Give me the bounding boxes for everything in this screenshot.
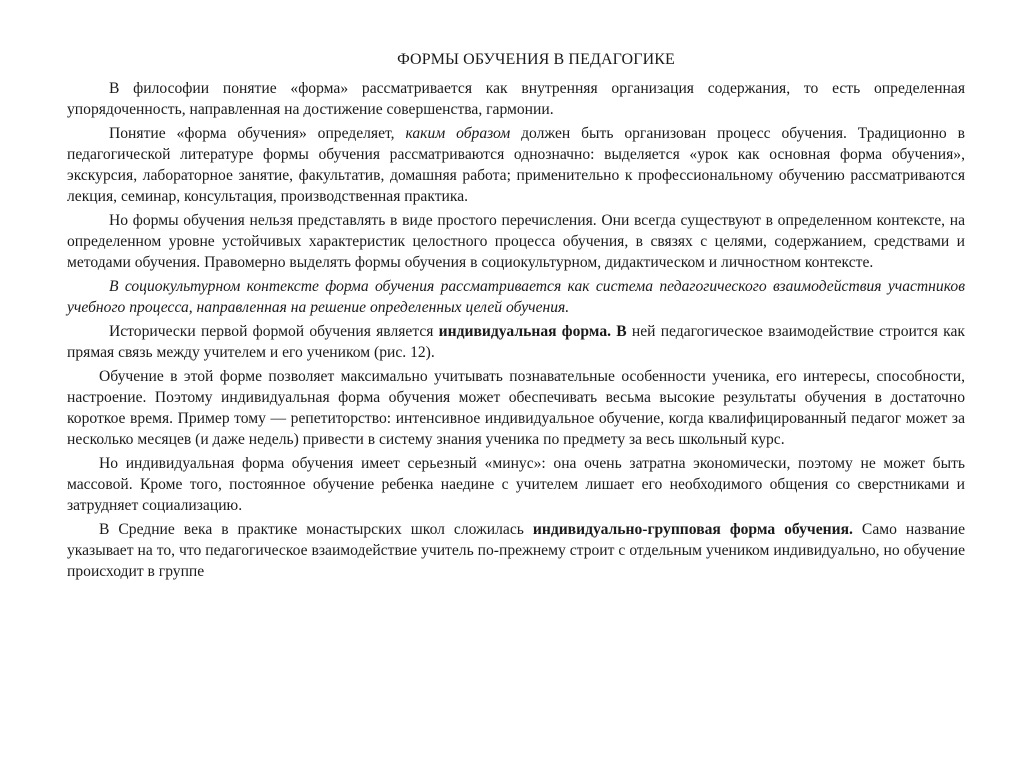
paragraph-text: Понятие «форма обучения» определяет, [109, 125, 406, 142]
paragraph-individual-drawbacks: Но индивидуальная форма обучения имеет серьезный «минус»: она очень затратна экономически, поэтому не может быть массовой. Кроме того, постоянное обучение ребенка наедине с учителем лишает его необходимого общения со сверстниками и затрудняет социализацию. [67, 455, 965, 514]
paragraph-sociocultural-context: В социокультурном контексте форма обучения рассматривается как система педагогического взаимодействия участников учебного процесса, направленная на решение определенных целей обучения. [67, 278, 965, 316]
paragraph-form-of-learning [67, 123, 965, 207]
paragraph-group-form [67, 519, 965, 582]
paragraph-forms-context: Но формы обучения нельзя представлять в виде простого перечисления. Они всегда существуют в определенном контексте, на определенном уровне устойчивых характеристик целостного процесса обучения, в связях с целями, содержанием, средствами и методами обучения. Правомерно выделять формы обучения в социокультурном, дидактическом и личностном контексте. [67, 212, 965, 271]
page-title: ФОРМЫ ОБУЧЕНИЯ В ПЕДАГОГИКЕ [397, 51, 675, 68]
paragraph-text: должен быть организован процесс обучения. Традиционно в педагогической литературе формы обучения рассматриваются однозначно: выделяется «урок как основная форма обучения», экскурсия, лабораторное занятие, факультатив, домашняя работа; применительно к профессиональному обучению рассматриваются лекция, семинар, консультация, производственная практика. [67, 125, 965, 205]
bold-term: индивидуально-групповая форма обучения. [532, 521, 853, 538]
paragraph-text: В Средние века в практике монастырских школ сложилась [99, 521, 533, 538]
bold-term: индивидуальная форма. В [438, 323, 627, 340]
paragraph-text: ней педагогическое взаимодействие строится как прямая связь между учителем и его учеником (рис. 12). [67, 323, 965, 361]
paragraph-individual-form [67, 321, 965, 363]
paragraph-form-philosophy: В философии понятие «форма» рассматривается как внутренняя организация содержания, то есть определенная упорядоченность, направленная на достижение совершенства, гармонии. [67, 80, 965, 118]
document-page [67, 50, 965, 585]
paragraph-text: Само название указывает на то, что педагогическое взаимодействие учитель по-прежнему строит с отдельным учеником индивидуально, но обучение происходит в группе [67, 521, 965, 580]
paragraph-text: Исторически первой формой обучения является [109, 323, 439, 340]
italic-phrase: каким образом [405, 125, 511, 142]
paragraph-individual-advantages: Обучение в этой форме позволяет максимально учитывать познавательные особенности ученика, его интересы, способности, настроение. Поэтому индивидуальная форма обучения может обеспечивать весьма высокие результаты обучения в достаточно короткое время. Пример тому — репетиторство: интенсивное индивидуальное обучение, когда квалифицированный педагог может за несколько месяцев (и даже недель) привести в систему знания ученика по предмету за весь школьный курс. [67, 368, 965, 448]
